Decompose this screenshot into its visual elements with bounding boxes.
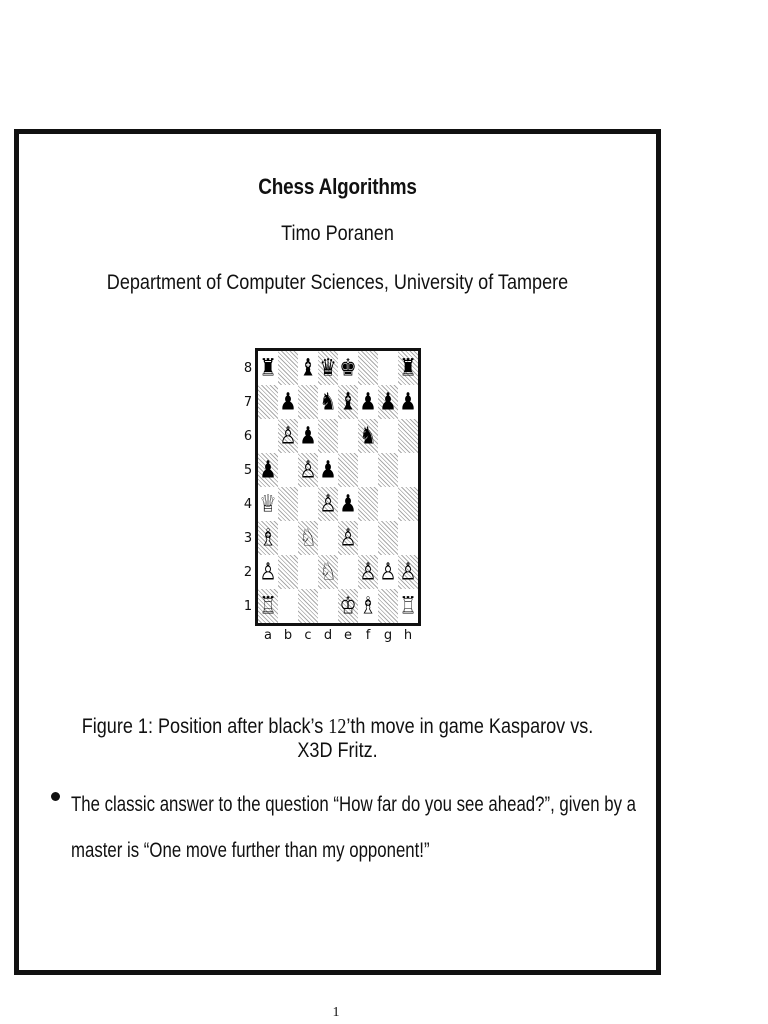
board-square-d6 [318, 419, 338, 453]
file-label: e [344, 628, 352, 643]
white-piece-b-icon: ♗ [259, 523, 277, 552]
board-square-b6 [278, 419, 298, 453]
white-piece-p-icon: ♙ [379, 557, 397, 586]
file-label: a [264, 628, 272, 643]
bullet-dot [51, 792, 60, 801]
board-square-c6 [298, 419, 318, 453]
black-piece-b-icon: ♝ [339, 387, 357, 416]
board-square-a7 [258, 385, 278, 419]
board-square-h5 [398, 453, 418, 487]
white-piece-r-icon: ♖ [259, 591, 277, 620]
rank-label: 6 [243, 428, 253, 444]
rank-label: 4 [243, 496, 253, 512]
board-square-d3 [318, 521, 338, 555]
caption-move-number: 12 [328, 714, 347, 738]
caption-prefix: Figure 1: Position after black’s [81, 715, 329, 738]
caption-suffix: ’th move in game Kasparov vs. X3D Fritz. [297, 715, 594, 762]
black-piece-b-icon: ♝ [299, 353, 317, 382]
slide-frame [14, 129, 661, 975]
board-square-f4 [358, 487, 378, 521]
file-labels [258, 628, 418, 643]
board-square-a6 [258, 419, 278, 453]
board-square-c8 [298, 351, 318, 385]
black-piece-p-icon: ♟ [339, 489, 357, 518]
board-square-e5 [338, 453, 358, 487]
board-square-b7 [278, 385, 298, 419]
board-square-f6 [358, 419, 378, 453]
white-piece-p-icon: ♙ [339, 523, 357, 552]
board-square-f5 [358, 453, 378, 487]
white-piece-p-icon: ♙ [279, 421, 297, 450]
board-square-a4 [258, 487, 278, 521]
file-label: c [304, 628, 312, 643]
rank-label: 5 [243, 462, 253, 478]
white-piece-p-icon: ♙ [259, 557, 277, 586]
board-square-a2 [258, 555, 278, 589]
board-square-b2 [278, 555, 298, 589]
black-piece-p-icon: ♟ [299, 421, 317, 450]
rank-label: 2 [243, 564, 253, 580]
board-square-h6 [398, 419, 418, 453]
board-square-c2 [298, 555, 318, 589]
white-piece-b-icon: ♗ [359, 591, 377, 620]
chess-board [255, 348, 421, 626]
board-square-e4 [338, 487, 358, 521]
black-piece-k-icon: ♚ [339, 353, 357, 382]
board-square-g4 [378, 487, 398, 521]
board-square-d4 [318, 487, 338, 521]
board-square-e1 [338, 589, 358, 623]
board-square-b8 [278, 351, 298, 385]
board-square-c1 [298, 589, 318, 623]
board-square-h2 [398, 555, 418, 589]
file-label: d [323, 628, 333, 643]
file-label: b [283, 628, 293, 643]
board-square-e3 [338, 521, 358, 555]
board-square-h8 [398, 351, 418, 385]
white-piece-r-icon: ♖ [399, 591, 417, 620]
figure-caption [64, 714, 612, 763]
white-piece-n-icon: ♘ [319, 557, 337, 586]
white-piece-q-icon: ♕ [259, 489, 277, 518]
board-square-g2 [378, 555, 398, 589]
rank-label: 7 [243, 394, 253, 410]
rank-label: 3 [243, 530, 253, 546]
board-square-f7 [358, 385, 378, 419]
board-square-c7 [298, 385, 318, 419]
board-square-g6 [378, 419, 398, 453]
white-piece-p-icon: ♙ [359, 557, 377, 586]
page-number: 1 [332, 1005, 340, 1020]
rank-labels [243, 351, 253, 623]
black-piece-r-icon: ♜ [259, 353, 277, 382]
board-square-g1 [378, 589, 398, 623]
board-square-c4 [298, 487, 318, 521]
board-square-e8 [338, 351, 358, 385]
board-square-e6 [338, 419, 358, 453]
bullet-line: master is “One move further than my opponent!” [71, 839, 430, 862]
board-square-a3 [258, 521, 278, 555]
board-square-f3 [358, 521, 378, 555]
black-piece-n-icon: ♞ [319, 387, 337, 416]
board-square-f2 [358, 555, 378, 589]
board-square-g5 [378, 453, 398, 487]
white-piece-p-icon: ♙ [399, 557, 417, 586]
file-label: h [403, 628, 413, 643]
board-square-g3 [378, 521, 398, 555]
board-square-h4 [398, 487, 418, 521]
board-square-d8 [318, 351, 338, 385]
bullet-line: The classic answer to the question “How far do you see ahead?”, given by a [71, 793, 636, 816]
board-square-h7 [398, 385, 418, 419]
board-square-f8 [358, 351, 378, 385]
board-square-e7 [338, 385, 358, 419]
board-square-d5 [318, 453, 338, 487]
bullet-text [71, 782, 647, 874]
rank-label: 1 [243, 598, 253, 614]
affiliation: Department of Computer Sciences, University of Tampere [106, 271, 569, 294]
black-piece-p-icon: ♟ [379, 387, 397, 416]
black-piece-p-icon: ♟ [359, 387, 377, 416]
board-square-a1 [258, 589, 278, 623]
board-square-h3 [398, 521, 418, 555]
white-piece-k-icon: ♔ [339, 591, 357, 620]
white-piece-p-icon: ♙ [299, 455, 317, 484]
board-square-b4 [278, 487, 298, 521]
board-square-b5 [278, 453, 298, 487]
board-square-a5 [258, 453, 278, 487]
board-square-g7 [378, 385, 398, 419]
board-square-f1 [358, 589, 378, 623]
board-square-b1 [278, 589, 298, 623]
white-piece-p-icon: ♙ [319, 489, 337, 518]
board-square-d1 [318, 589, 338, 623]
black-piece-p-icon: ♟ [259, 455, 277, 484]
black-piece-p-icon: ♟ [279, 387, 297, 416]
rank-label: 8 [243, 360, 253, 376]
board-square-g8 [378, 351, 398, 385]
board-square-c3 [298, 521, 318, 555]
board-square-h1 [398, 589, 418, 623]
board-square-d7 [318, 385, 338, 419]
board-square-e2 [338, 555, 358, 589]
black-piece-p-icon: ♟ [319, 455, 337, 484]
black-piece-n-icon: ♞ [359, 421, 377, 450]
black-piece-q-icon: ♛ [319, 353, 337, 382]
file-label: f [365, 628, 371, 643]
black-piece-p-icon: ♟ [399, 387, 417, 416]
slide-title: Chess Algorithms [258, 174, 417, 199]
board-square-b3 [278, 521, 298, 555]
board-square-c5 [298, 453, 318, 487]
white-piece-n-icon: ♘ [299, 523, 317, 552]
black-piece-r-icon: ♜ [399, 353, 417, 382]
file-label: g [383, 628, 393, 643]
board-square-d2 [318, 555, 338, 589]
author-name: Timo Poranen [281, 222, 394, 245]
board-square-a8 [258, 351, 278, 385]
